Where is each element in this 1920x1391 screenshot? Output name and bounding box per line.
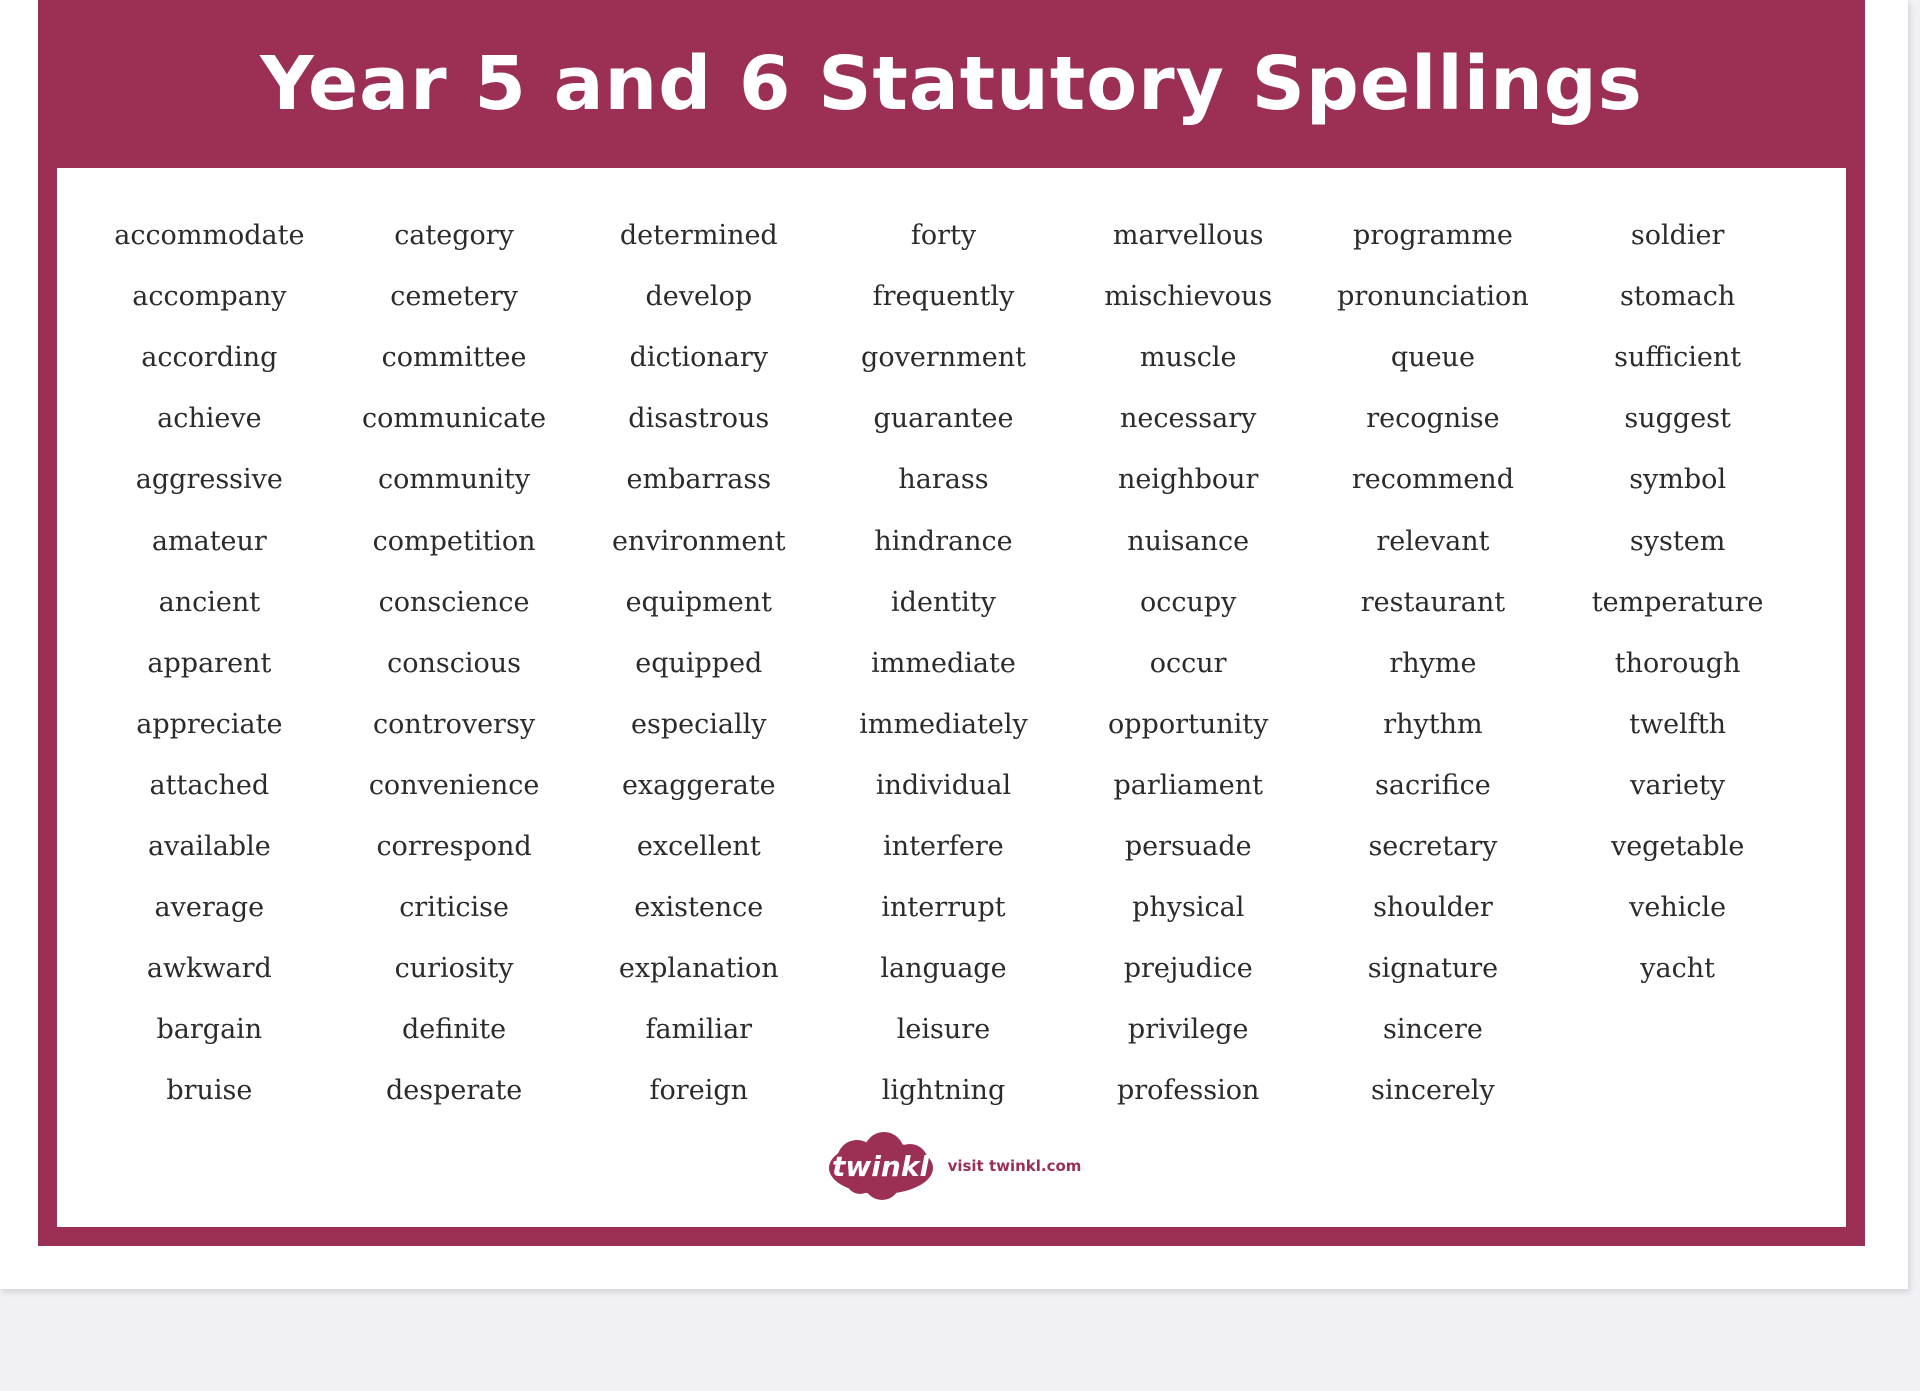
spelling-word: frequently [872,281,1015,313]
spelling-word: dictionary [629,342,768,374]
spelling-word: nuisance [1127,525,1250,557]
spelling-word: apparent [147,647,272,679]
spelling-word: signature [1367,953,1499,985]
spelling-word: excellent [636,830,761,862]
spelling-word: marvellous [1112,220,1264,252]
spelling-word: awkward [146,953,272,985]
spelling-word: environment [611,525,786,557]
spelling-word: harass [898,464,989,496]
poster-title: Year 5 and 6 Statutory Spellings [260,41,1643,127]
spelling-word: relevant [1376,525,1490,557]
spelling-word: rhythm [1383,708,1483,740]
spelling-word: sincerely [1371,1075,1495,1107]
word-grid [87,205,1800,1121]
spelling-word: parliament [1113,769,1263,801]
spelling-word: mischievous [1104,281,1273,313]
spelling-word: guarantee [873,403,1014,435]
spelling-word: profession [1116,1075,1260,1107]
spelling-word: aggressive [135,464,283,496]
spelling-word: secretary [1368,830,1498,862]
spelling-word: bruise [166,1075,253,1107]
spelling-word: thorough [1614,647,1741,679]
spelling-word: conscience [378,586,530,618]
spelling-word: committee [381,342,527,374]
spelling-word: yacht [1640,953,1715,985]
spelling-word: embarrass [626,464,772,496]
spelling-word: accommodate [114,220,305,252]
spelling-word: neighbour [1117,464,1259,496]
spelling-word: muscle [1139,342,1237,374]
spelling-word: community [378,464,531,496]
spelling-word: vegetable [1610,830,1745,862]
spelling-word: leisure [896,1014,991,1046]
spelling-word: determined [619,220,778,252]
spelling-word: attached [149,769,270,801]
spelling-word: desperate [385,1075,523,1107]
empty-cell [1555,999,1800,1060]
spelling-word: recognise [1366,403,1500,435]
spelling-word: existence [634,892,764,924]
spelling-word: suggest [1624,403,1731,435]
spelling-word: pronunciation [1337,281,1529,313]
spelling-word: shoulder [1373,892,1493,924]
twinkl-logo[interactable] [822,1130,940,1202]
spelling-word: disastrous [628,403,770,435]
spelling-word: sacrifice [1375,769,1491,801]
spelling-word: restaurant [1360,586,1506,618]
spelling-word: amateur [151,525,267,557]
spelling-word: occur [1149,647,1227,679]
spelling-word: interfere [883,830,1004,862]
spelling-word: individual [875,769,1012,801]
spelling-word: immediately [859,708,1028,740]
spelling-word: soldier [1630,220,1725,252]
spelling-word: hindrance [874,525,1013,557]
spelling-word: physical [1132,892,1245,924]
spelling-word: opportunity [1108,708,1269,740]
spelling-word: available [147,830,271,862]
word-panel [57,168,1846,1227]
empty-cell [1555,1060,1800,1121]
spelling-word: stomach [1620,281,1736,313]
spelling-word: immediate [871,647,1016,679]
spelling-word: temperature [1591,586,1764,618]
spelling-word: persuade [1124,830,1252,862]
spelling-word: category [394,220,514,252]
spelling-word: average [154,892,265,924]
spelling-word: convenience [368,769,540,801]
visit-link[interactable]: visit twinkl.com [947,1157,1082,1175]
spelling-word: system [1629,525,1726,557]
spelling-word: cemetery [390,281,518,313]
spelling-word: equipped [635,647,763,679]
spelling-word: forty [910,220,977,252]
spelling-word: interrupt [881,892,1006,924]
spelling-word: achieve [157,403,262,435]
spelling-word: foreign [649,1075,748,1107]
spelling-word: programme [1352,220,1513,252]
spelling-word: symbol [1629,464,1727,496]
spelling-word: ancient [158,586,261,618]
spelling-word: develop [645,281,753,313]
spelling-word: government [861,342,1026,374]
spelling-word: lightning [881,1075,1006,1107]
spelling-word: curiosity [394,953,514,985]
spelling-word: according [141,342,278,374]
spelling-word: vehicle [1629,892,1727,924]
spelling-word: language [880,953,1007,985]
spelling-word: familiar [645,1014,753,1046]
spelling-word: twelfth [1629,708,1727,740]
spelling-word: identity [891,586,996,618]
spelling-word: criticise [399,892,509,924]
spelling-word: rhyme [1389,647,1477,679]
spelling-word: occupy [1139,586,1237,618]
logo-text: twinkl [832,1149,930,1183]
spelling-word: bargain [156,1014,263,1046]
spelling-word: sincere [1382,1014,1483,1046]
spelling-word: variety [1630,769,1726,801]
spelling-word: explanation [618,953,779,985]
spelling-word: definite [402,1014,507,1046]
spelling-word: controversy [373,708,536,740]
spelling-word: equipment [625,586,772,618]
footer [57,1126,1846,1206]
spelling-word: necessary [1119,403,1257,435]
spelling-word: privilege [1127,1014,1249,1046]
spelling-word: prejudice [1123,953,1253,985]
spelling-word: exaggerate [621,769,776,801]
spelling-word: especially [631,708,767,740]
spelling-word: appreciate [136,708,283,740]
spelling-word: communicate [362,403,547,435]
spelling-word: sufficient [1614,342,1742,374]
spelling-word: accompany [132,281,287,313]
poster-frame [38,0,1865,1246]
spelling-word: competition [372,525,536,557]
spelling-word: correspond [376,830,532,862]
spelling-word: queue [1390,342,1475,374]
spelling-word: recommend [1351,464,1514,496]
spelling-word: conscious [387,647,521,679]
